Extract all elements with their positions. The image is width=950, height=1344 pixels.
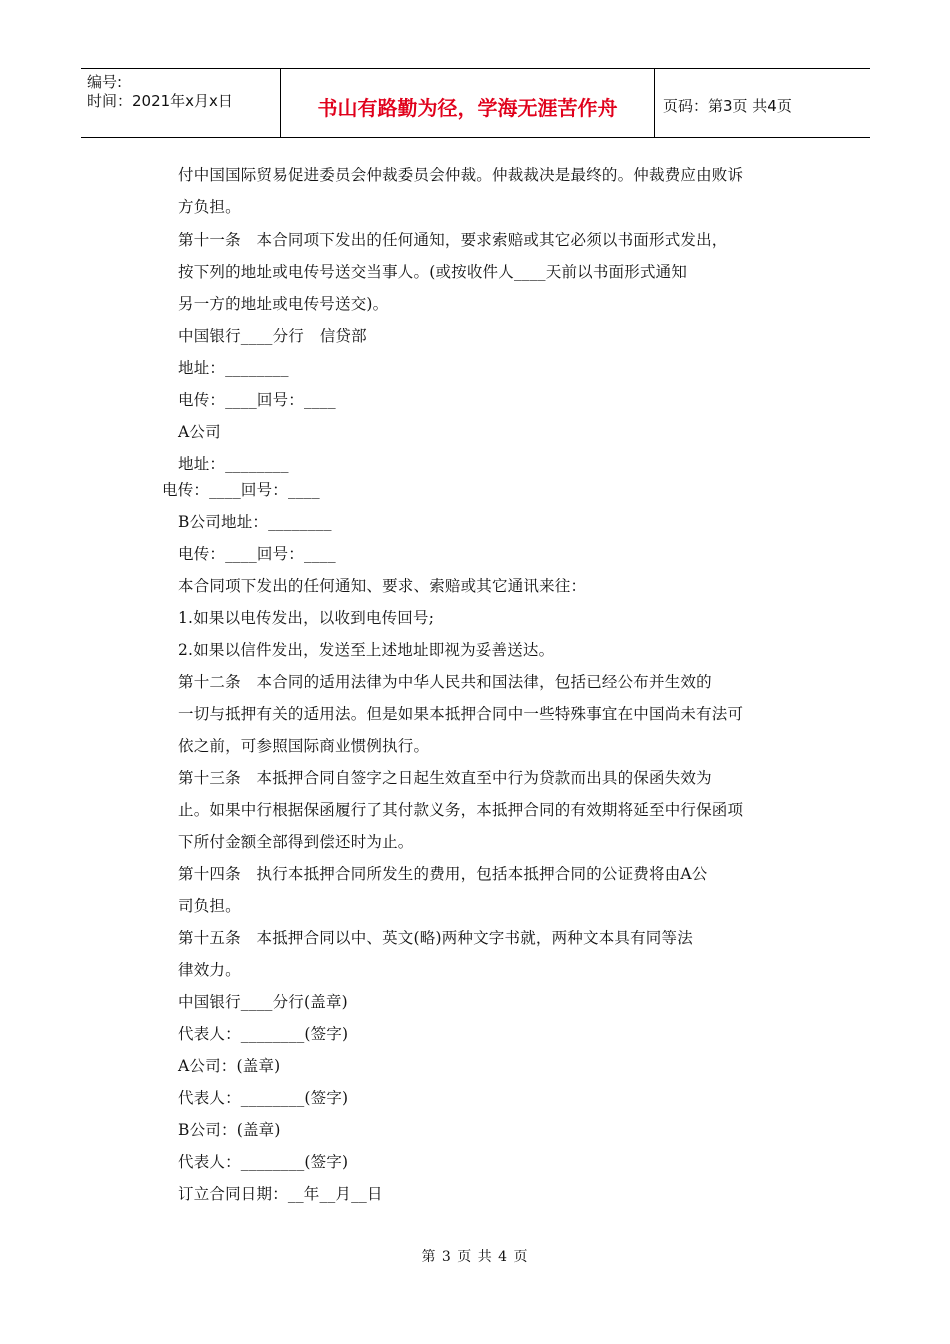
bank-branch-line: 中国银行____分行 信贷部 xyxy=(178,327,367,345)
body-line: 付中国国际贸易促进委员会仲裁委员会仲裁。仲裁裁决是最终的。仲裁费应由败诉 xyxy=(178,166,744,184)
signature-company-a: A公司：(盖章) xyxy=(178,1057,281,1075)
telex-line: 电传：____回号：____ xyxy=(178,545,336,563)
telex-line: 电传：____回号：____ xyxy=(178,391,336,409)
address-line: 地址：________ xyxy=(178,455,289,473)
body-line: 另一方的地址或电传号送交)。 xyxy=(178,295,389,313)
company-a-line: A公司 xyxy=(178,423,221,441)
clause-15: 第十五条 本抵押合同以中、英文(略)两种文字书就，两种文本具有同等法 xyxy=(178,929,693,947)
header-page-info: 页码：第3页 共4页 xyxy=(663,96,792,115)
header-motto: 书山有路勤为径，学海无涯苦作舟 xyxy=(281,69,655,137)
company-b-address-line: B公司地址：________ xyxy=(178,513,332,531)
document-time-label: 时间：2021年x月x日 xyxy=(87,92,233,110)
body-line: 止。如果中行根据保函履行了其付款义务，本抵押合同的有效期将延至中行保函项 xyxy=(178,801,744,819)
page-header xyxy=(81,68,870,138)
body-line: 司负担。 xyxy=(178,897,241,915)
telex-line: 电传：____回号：____ xyxy=(162,481,320,499)
body-line: 依之前，可参照国际商业惯例执行。 xyxy=(178,737,430,755)
signature-company-b: B公司：(盖章) xyxy=(178,1121,281,1139)
document-number-label: 编号: xyxy=(87,73,123,91)
clause-12: 第十二条 本合同的适用法律为中华人民共和国法律，包括已经公布并生效的 xyxy=(178,673,712,691)
address-line: 地址：________ xyxy=(178,359,289,377)
body-line: 本合同项下发出的任何通知、要求、索赔或其它通讯来往： xyxy=(178,577,587,595)
body-line: 一切与抵押有关的适用法。但是如果本抵押合同中一些特殊事宜在中国尚未有法可 xyxy=(178,705,744,723)
clause-11: 第十一条 本合同项下发出的任何通知，要求索赔或其它必须以书面形式发出， xyxy=(178,231,728,249)
signature-bank: 中国银行____分行(盖章) xyxy=(178,993,348,1011)
signature-representative: 代表人：________(签字) xyxy=(178,1153,349,1171)
header-meta xyxy=(81,69,281,137)
signature-representative: 代表人：________(签字) xyxy=(178,1025,349,1043)
body-line: 律效力。 xyxy=(178,961,241,979)
body-line: 下所付金额全部得到偿还时为止。 xyxy=(178,833,414,851)
body-line: 方负担。 xyxy=(178,198,241,216)
list-item: 1.如果以电传发出，以收到电传回号; xyxy=(178,609,435,627)
page-footer: 第 3 页 共 4 页 xyxy=(421,1249,529,1265)
clause-13: 第十三条 本抵押合同自签字之日起生效直至中行为贷款而出具的保函失效为 xyxy=(178,769,712,787)
contract-date-line: 订立合同日期：__年__月__日 xyxy=(178,1185,383,1203)
body-line: 按下列的地址或电传号送交当事人。(或按收件人____天前以书面形式通知 xyxy=(178,263,688,281)
list-item: 2.如果以信件发出，发送至上述地址即视为妥善送达。 xyxy=(178,641,555,659)
signature-representative: 代表人：________(签字) xyxy=(178,1089,349,1107)
clause-14: 第十四条 执行本抵押合同所发生的费用，包括本抵押合同的公证费将由A公 xyxy=(178,865,708,883)
